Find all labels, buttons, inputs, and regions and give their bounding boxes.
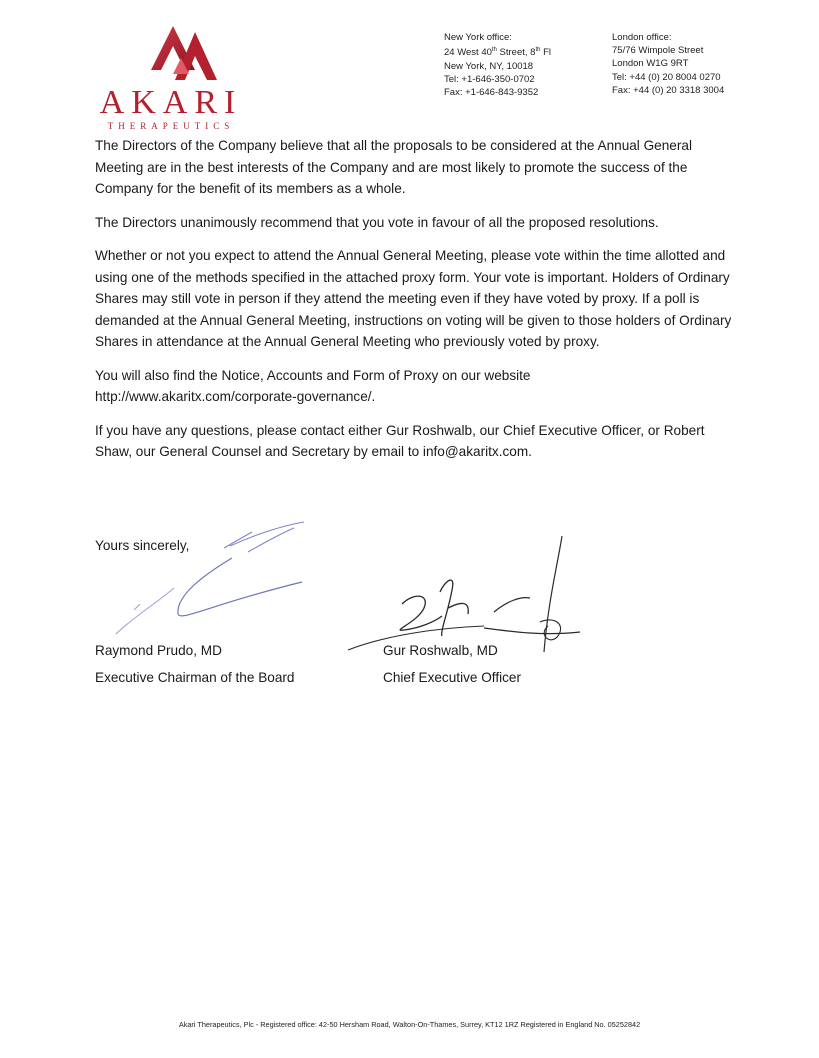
office-tel: Tel: +1-646-350-0702 — [444, 73, 535, 85]
paragraph: You will also find the Notice, Accounts and Form of Proxy on our website http://www.akaritx.com/corporate-governance/. — [95, 367, 531, 404]
logo-mark-icon — [151, 22, 229, 88]
office-fax: Fax: +44 (0) 20 3318 3004 — [612, 84, 725, 96]
office-heading: London office: — [612, 32, 672, 43]
office-street: 75/76 Wimpole Street — [612, 45, 704, 57]
office-city: London W1G 9RT — [612, 58, 689, 70]
office-street: 24 West 40th Street, 8th Fl — [444, 47, 552, 59]
company-logo — [96, 22, 246, 134]
paragraph: Whether or not you expect to attend the Annual General Meeting, please vote within the time allotted and using one of the methods specified in the attached proxy form. Your vote is important. Holders of Ordinary Shares may still vote in person if they attend the meeting even if they have voted by proxy. If a poll is demanded at the Annual General Meeting, instructions on voting will be given to those holders of Ordinary Shares in attendance at the Annual General Meeting who previously voted by proxy. — [95, 248, 732, 349]
signatory-name: Raymond Prudo, MD — [95, 643, 222, 658]
office-tel: Tel: +44 (0) 20 8004 0270 — [612, 71, 721, 83]
office-heading: New York office: — [444, 32, 512, 43]
letter-body — [95, 135, 735, 475]
paragraph: The Directors of the Company believe that all the proposals to be considered at the Annual General Meeting are in the best interests of the Company and are most likely to promote the success of the Company for the benefit of its members as a whole. — [95, 138, 692, 196]
london-office — [612, 31, 724, 97]
new-york-office — [444, 31, 551, 99]
signatory-ceo — [383, 638, 521, 691]
office-fax: Fax: +1-646-843-9352 — [444, 86, 539, 98]
signatory-name: Gur Roshwalb, MD — [383, 643, 498, 658]
signature-prudo — [112, 518, 322, 636]
logo-wordmark: AKARI — [99, 84, 243, 121]
logo-subtitle: THERAPEUTICS — [107, 121, 235, 131]
paragraph: If you have any questions, please contact either Gur Roshwalb, our Chief Executive Officer, or Robert Shaw, our General Counsel and Secretary by email to info@akaritx.com. — [95, 422, 705, 459]
footer-registration: Akari Therapeutics, Plc - Registered office: 42-50 Hersham Road, Walton-On-Thames, Surrey, KT12 1RZ Registered in England No. 05252842 — [178, 1020, 641, 1029]
signatory-title: Executive Chairman of the Board — [95, 669, 295, 685]
paragraph: The Directors unanimously recommend that you vote in favour of all the proposed resolutions. — [95, 214, 659, 230]
signatory-chairman — [95, 638, 294, 691]
office-city: New York, NY, 10018 — [444, 60, 534, 72]
closing-salutation: Yours sincerely, — [95, 538, 190, 553]
signatory-title: Chief Executive Officer — [383, 669, 522, 685]
